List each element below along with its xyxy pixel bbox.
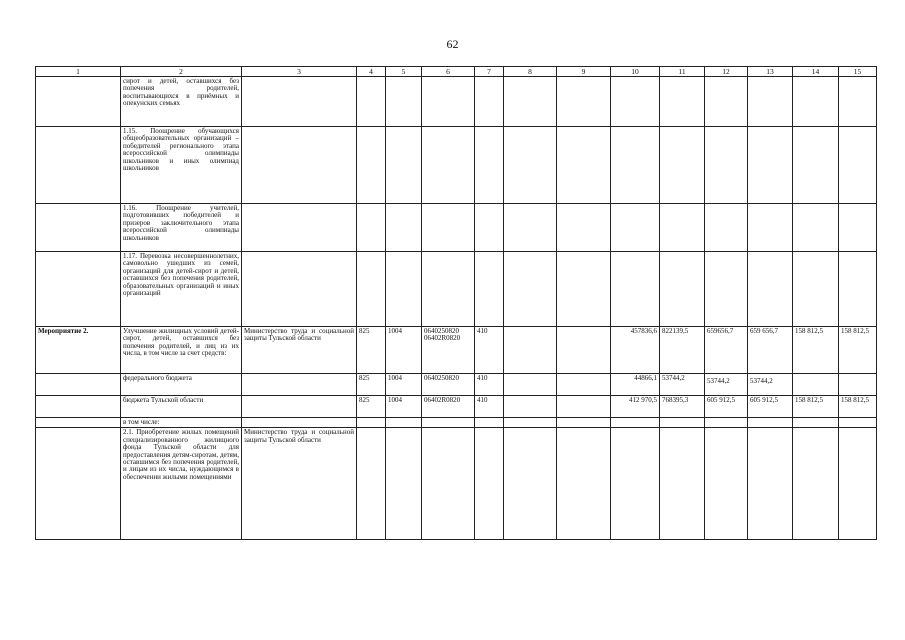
amount-col15: 158 812,5 xyxy=(839,327,877,374)
section-code: 1004 xyxy=(386,396,422,418)
table-row xyxy=(36,204,877,252)
column-header: 10 xyxy=(611,67,660,77)
column-header: 6 xyxy=(422,67,475,77)
table-row xyxy=(36,428,877,540)
amount-col13: 659 656,7 xyxy=(748,327,793,374)
column-header: 2 xyxy=(121,67,242,77)
amount-col13: 53744,2 xyxy=(748,374,793,396)
amount-col14: 158 812,5 xyxy=(793,396,839,418)
expense-type-code: 410 xyxy=(475,374,504,396)
amount-col12: 53744,2 xyxy=(705,374,748,396)
amount-col15: 158 812,5 xyxy=(839,396,877,418)
measure-description: 1.15. Поощрение обучающихся общеобразовательных организаций – победителей регионального этапа всероссийской олимпиады школьников и иных олимпиад школьников xyxy=(121,127,242,204)
measure-description: 1.17. Перевозка несовершеннолетних, самовольно ушедших из семей, организаций для детей-сирот и детей, оставшихся без попечения родителей, образовательных организаций и иных организаций xyxy=(121,252,242,327)
grbs-code: 825 xyxy=(357,374,386,396)
expense-type-code: 410 xyxy=(475,327,504,374)
amount-col11: 53744,2 xyxy=(660,374,705,396)
budget-table xyxy=(35,66,877,540)
measure-description: Улучшение жилищных условий детей-сирот, детей, оставшихся без попечения родителей, и лиц из их числа, в том числе за счет средств: xyxy=(121,327,242,374)
target-article-code: 0640250820 xyxy=(422,374,475,396)
amount-col13: 605 912,5 xyxy=(748,396,793,418)
measure-description: сирот и детей, оставшихся без попечения родителей, воспитывающихся в приёмных и опекунских семьях xyxy=(121,77,242,127)
table-row xyxy=(36,127,877,204)
column-header: 3 xyxy=(242,67,357,77)
header-row xyxy=(36,67,877,77)
column-header: 1 xyxy=(36,67,121,77)
page-number: 62 xyxy=(446,37,459,51)
table-row xyxy=(36,418,877,428)
column-header: 14 xyxy=(793,67,839,77)
column-header: 15 xyxy=(839,67,877,77)
table-row xyxy=(36,327,877,374)
expense-type-code: 410 xyxy=(475,396,504,418)
amount-col11: 768395,3 xyxy=(660,396,705,418)
amount-col11: 822139,5 xyxy=(660,327,705,374)
funding-source: бюджета Тульской области xyxy=(121,396,242,418)
funding-source: федерального бюджета xyxy=(121,374,242,396)
table-row xyxy=(36,374,877,396)
table-row xyxy=(36,252,877,327)
executor: Министерство труда и социальной защиты Тульской области xyxy=(242,428,357,540)
column-header: 8 xyxy=(504,67,557,77)
measure-description: 1.16. Поощрение учителей, подготовивших победителей и призеров заключительного этапа всероссийской олимпиады школьников xyxy=(121,204,242,252)
amount-col12: 659656,7 xyxy=(705,327,748,374)
amount-col10: 412 970,5 xyxy=(611,396,660,418)
measure-title: Мероприятие 2. xyxy=(36,327,121,374)
column-header: 13 xyxy=(748,67,793,77)
amount-col14: 158 812,5 xyxy=(793,327,839,374)
amount-col10: 44866,1 xyxy=(611,374,660,396)
column-header: 11 xyxy=(660,67,705,77)
measure-description: 2.1. Приобретение жилых помещений специализированного жилищного фонда Тульской области для предоставления детям-сиротам, детям, оставшимся без попечения родителей, и лицам из их числа, нуждающимся в обеспечении жилыми помещениями xyxy=(121,428,242,540)
column-header: 9 xyxy=(557,67,611,77)
executor: Министерство труда и социальной защиты Тульской области xyxy=(242,327,357,374)
column-header: 7 xyxy=(475,67,504,77)
target-article-code: 0640250820 06402R0820 xyxy=(422,327,475,374)
column-header: 5 xyxy=(386,67,422,77)
section-code: 1004 xyxy=(386,327,422,374)
column-header: 4 xyxy=(357,67,386,77)
grbs-code: 825 xyxy=(357,327,386,374)
amount-col12: 605 912,5 xyxy=(705,396,748,418)
column-header: 12 xyxy=(705,67,748,77)
amount-col10: 457836,6 xyxy=(611,327,660,374)
target-article-code: 06402R0820 xyxy=(422,396,475,418)
funding-note: в том числе: xyxy=(121,418,242,428)
table-row xyxy=(36,396,877,418)
grbs-code: 825 xyxy=(357,396,386,418)
section-code: 1004 xyxy=(386,374,422,396)
table-row xyxy=(36,77,877,127)
